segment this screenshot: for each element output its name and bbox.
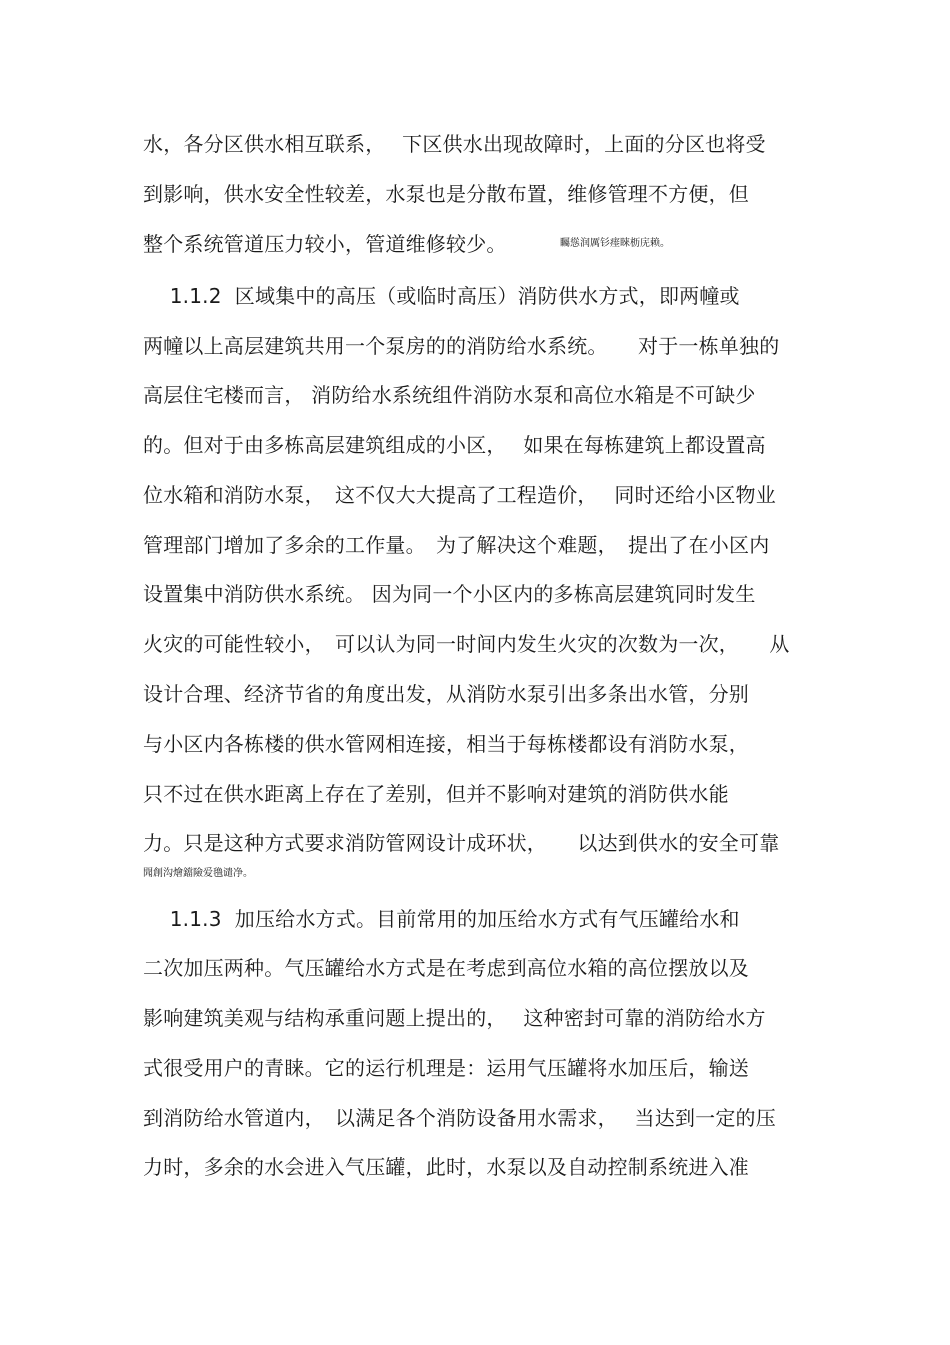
paragraph-2-line-4: 的。但对于由多栋高层建筑组成的小区， 如果在每栋建筑上都设置高: [143, 433, 766, 457]
paragraph-1-line-2: 到影响，供水安全性较差，水泵也是分散布置，维修管理不方便，但: [143, 182, 749, 206]
paragraph-2-line-3: 高层住宅楼而言， 消防给水系统组件消防水泵和高位水箱是不可缺少: [143, 383, 756, 407]
paragraph-3-line-2: 二次加压两种。气压罐给水方式是在考虑到高位水箱的高位摆放以及: [143, 956, 749, 980]
paragraph-3-line-6: 力时，多余的水会进入气压罐，此时，水泵以及自动控制系统进入准: [143, 1155, 749, 1179]
paragraph-2-line-1: 1.1.2 区域集中的高压（或临时高压）消防供水方式，即两幢或: [143, 284, 740, 308]
paragraph-2-line-11: 只不过在供水距离上存在了差别，但并不影响对建筑的消防供水能: [143, 782, 729, 806]
paragraph-3-line-1: 1.1.3 加压给水方式。目前常用的加压给水方式有气压罐给水和: [143, 907, 740, 931]
paragraph-2-line-10: 与小区内各栋楼的供水管网相连接，相当于每栋楼都设有消防水泵，: [143, 732, 749, 756]
paragraph-2-line-12: 力。只是这种方式要求消防管网设计成环状， 以达到供水的安全可靠: [143, 831, 780, 855]
paragraph-1-marker: 矚慫润厲钐瘗睞枥庑赖。: [560, 238, 670, 249]
paragraph-2-line-5: 位水箱和消防水泵， 这不仅大大提高了工程造价， 同时还给小区物业: [143, 483, 776, 507]
paragraph-3-line-5: 到消防给水管道内， 以满足各个消防设备用水需求， 当达到一定的压: [143, 1106, 776, 1130]
paragraph-2-line-6: 管理部门增加了多余的工作量。 为了解决这个难题， 提出了在小区内: [143, 533, 770, 557]
paragraph-2-marker: 聞創沟燴鐺險爱氇谴净。: [143, 868, 253, 879]
paragraph-3-line-3: 影响建筑美观与结构承重问题上提出的， 这种密封可靠的消防给水方: [143, 1006, 766, 1030]
paragraph-2-line-7: 设置集中消防供水系统。 因为同一个小区内的多栋高层建筑同时发生: [143, 582, 756, 606]
paragraph-2-line-8: 火灾的可能性较小， 可以认为同一时间内发生火灾的次数为一次， 从: [143, 632, 790, 656]
paragraph-2-line-2: 两幢以上高层建筑共用一个泵房的的消防给水系统。 对于一栋单独的: [143, 334, 780, 358]
paragraph-1-line-1: 水，各分区供水相互联系， 下区供水出现故障时，上面的分区也将受: [143, 132, 766, 156]
paragraph-1-line-3: 整个系统管道压力较小，管道维修较少。: [143, 232, 507, 256]
paragraph-3-line-4: 式很受用户的青睐。它的运行机理是：运用气压罐将水加压后，输送: [143, 1056, 749, 1080]
paragraph-2-line-9: 设计合理、经济节省的角度出发，从消防水泵引出多条出水管，分别: [143, 682, 749, 706]
